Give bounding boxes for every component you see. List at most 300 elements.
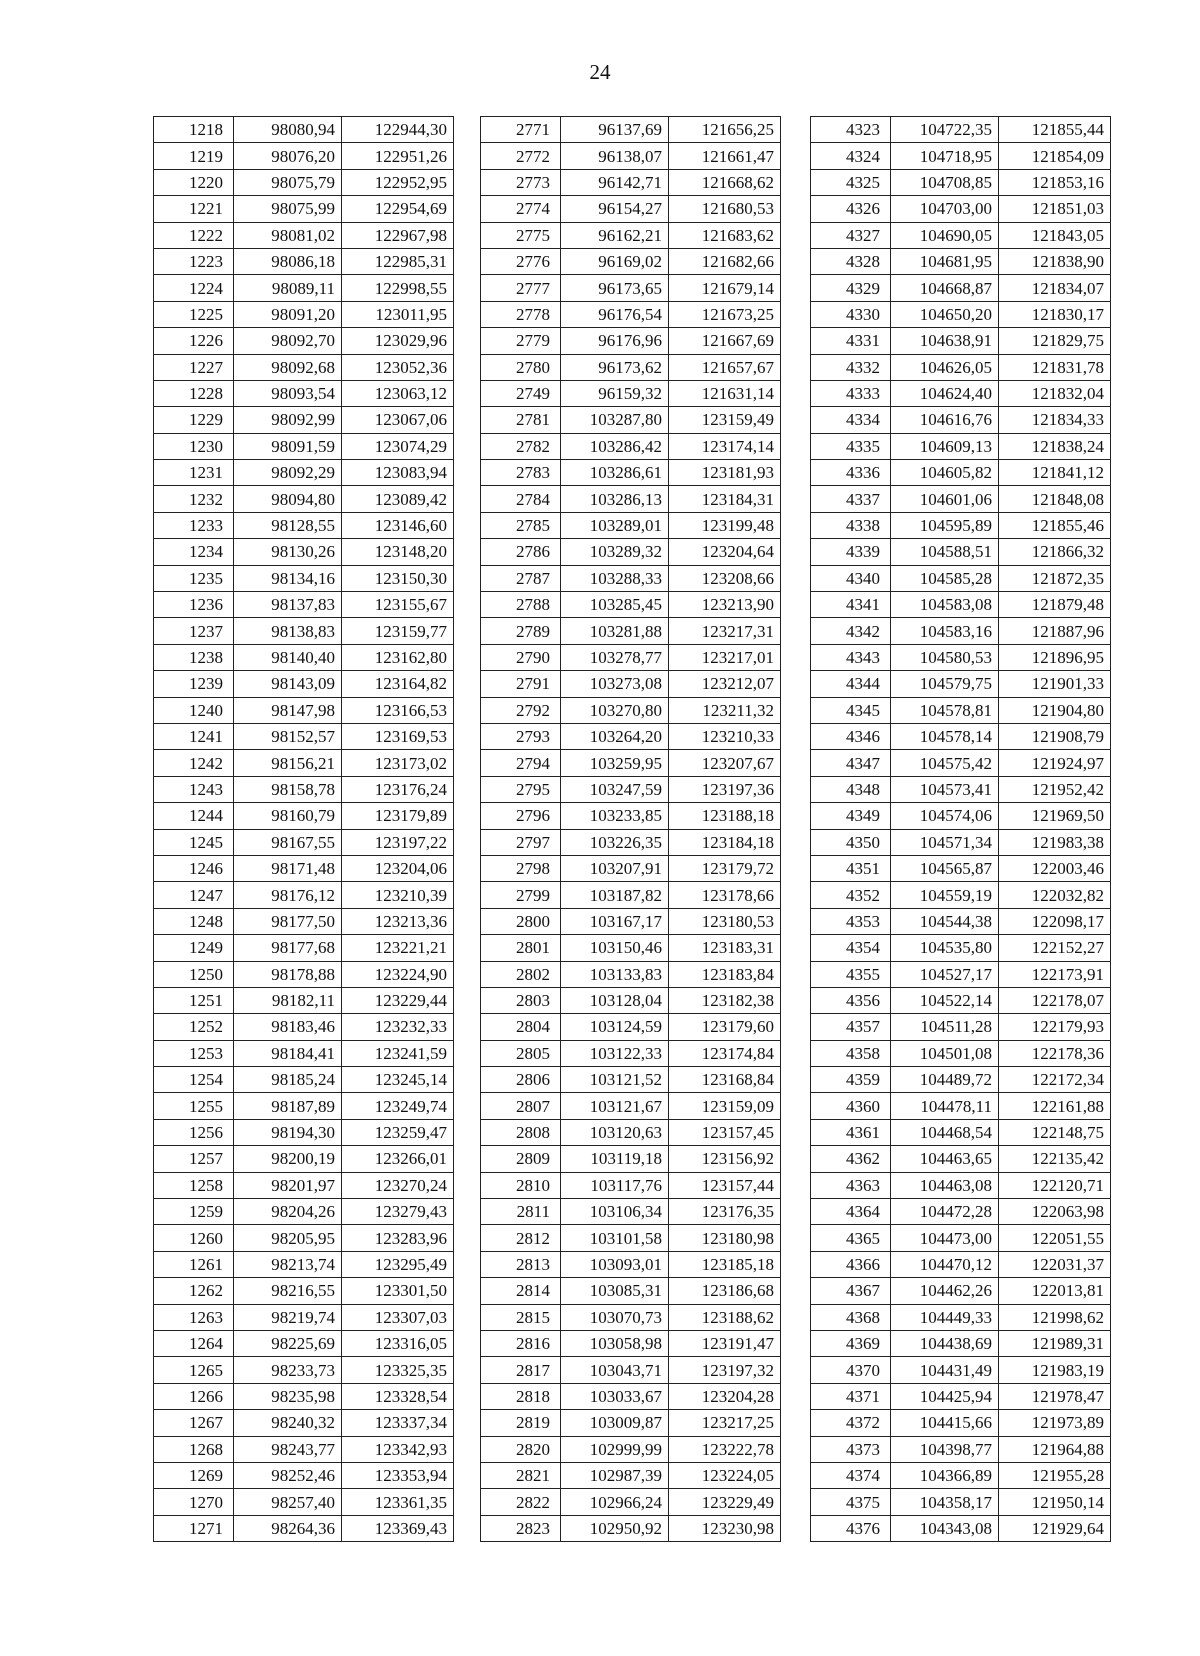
table-row xyxy=(481,1278,781,1304)
x-coordinate-cell: 104438,69 xyxy=(891,1330,999,1356)
x-coordinate-cell: 103288,33 xyxy=(561,565,669,591)
table-row xyxy=(811,644,1111,670)
table-row xyxy=(481,671,781,697)
y-coordinate-cell: 123204,06 xyxy=(342,855,454,881)
table-row xyxy=(481,460,781,486)
table-row xyxy=(154,380,454,406)
y-coordinate-cell: 122951,26 xyxy=(342,143,454,169)
point-number-cell: 2815 xyxy=(481,1304,561,1330)
x-coordinate-cell: 103167,17 xyxy=(561,908,669,934)
table-row xyxy=(811,1093,1111,1119)
point-number-cell: 4362 xyxy=(811,1146,891,1172)
point-number-cell: 1260 xyxy=(154,1225,234,1251)
y-coordinate-cell: 123174,84 xyxy=(669,1040,781,1066)
point-number-cell: 4361 xyxy=(811,1119,891,1145)
point-number-cell: 1245 xyxy=(154,829,234,855)
y-coordinate-cell: 123197,32 xyxy=(669,1357,781,1383)
x-coordinate-cell: 103085,31 xyxy=(561,1278,669,1304)
x-coordinate-cell: 98235,98 xyxy=(234,1383,342,1409)
table-row xyxy=(154,1093,454,1119)
table-row xyxy=(811,354,1111,380)
x-coordinate-cell: 98091,20 xyxy=(234,301,342,327)
y-coordinate-cell: 121631,14 xyxy=(669,380,781,406)
y-coordinate-cell: 123188,18 xyxy=(669,803,781,829)
y-coordinate-cell: 121955,28 xyxy=(999,1462,1111,1488)
table-row xyxy=(154,354,454,380)
table-row xyxy=(481,1251,781,1277)
point-number-cell: 2806 xyxy=(481,1067,561,1093)
x-coordinate-cell: 103121,52 xyxy=(561,1067,669,1093)
point-number-cell: 4349 xyxy=(811,803,891,829)
x-coordinate-cell: 104511,28 xyxy=(891,1014,999,1040)
y-coordinate-cell: 121989,31 xyxy=(999,1330,1111,1356)
x-coordinate-cell: 103121,67 xyxy=(561,1093,669,1119)
x-coordinate-cell: 104398,77 xyxy=(891,1436,999,1462)
y-coordinate-cell: 123185,18 xyxy=(669,1251,781,1277)
y-coordinate-cell: 123199,48 xyxy=(669,512,781,538)
table-row xyxy=(481,486,781,512)
point-number-cell: 1250 xyxy=(154,961,234,987)
y-coordinate-cell: 121854,09 xyxy=(999,143,1111,169)
table-row xyxy=(481,1014,781,1040)
table-row xyxy=(154,275,454,301)
y-coordinate-cell: 121983,19 xyxy=(999,1357,1111,1383)
x-coordinate-cell: 104472,28 xyxy=(891,1199,999,1225)
y-coordinate-cell: 123174,14 xyxy=(669,433,781,459)
point-number-cell: 1270 xyxy=(154,1489,234,1515)
x-coordinate-cell: 104583,16 xyxy=(891,618,999,644)
point-number-cell: 4358 xyxy=(811,1040,891,1066)
y-coordinate-cell: 123191,47 xyxy=(669,1330,781,1356)
x-coordinate-cell: 98194,30 xyxy=(234,1119,342,1145)
x-coordinate-cell: 104358,17 xyxy=(891,1489,999,1515)
x-coordinate-cell: 98240,32 xyxy=(234,1410,342,1436)
coordinate-table-3 xyxy=(810,116,1111,1542)
x-coordinate-cell: 98138,83 xyxy=(234,618,342,644)
x-coordinate-cell: 103285,45 xyxy=(561,592,669,618)
x-coordinate-cell: 98147,98 xyxy=(234,697,342,723)
table-row xyxy=(154,592,454,618)
x-coordinate-cell: 104609,13 xyxy=(891,433,999,459)
x-coordinate-cell: 103289,01 xyxy=(561,512,669,538)
table-row xyxy=(481,1383,781,1409)
table-row xyxy=(811,460,1111,486)
x-coordinate-cell: 104585,28 xyxy=(891,565,999,591)
point-number-cell: 2816 xyxy=(481,1330,561,1356)
table-row xyxy=(811,750,1111,776)
table-row xyxy=(811,301,1111,327)
point-number-cell: 2798 xyxy=(481,855,561,881)
point-number-cell: 2810 xyxy=(481,1172,561,1198)
point-number-cell: 1255 xyxy=(154,1093,234,1119)
y-coordinate-cell: 123052,36 xyxy=(342,354,454,380)
table-row xyxy=(811,671,1111,697)
x-coordinate-cell: 104501,08 xyxy=(891,1040,999,1066)
x-coordinate-cell: 103101,58 xyxy=(561,1225,669,1251)
point-number-cell: 2819 xyxy=(481,1410,561,1436)
y-coordinate-cell: 123230,98 xyxy=(669,1515,781,1541)
x-coordinate-cell: 96137,69 xyxy=(561,117,669,143)
y-coordinate-cell: 122172,34 xyxy=(999,1067,1111,1093)
point-number-cell: 2823 xyxy=(481,1515,561,1541)
point-number-cell: 2807 xyxy=(481,1093,561,1119)
y-coordinate-cell: 121908,79 xyxy=(999,723,1111,749)
table-row xyxy=(481,697,781,723)
point-number-cell: 4341 xyxy=(811,592,891,618)
point-number-cell: 2783 xyxy=(481,460,561,486)
y-coordinate-cell: 123217,25 xyxy=(669,1410,781,1436)
y-coordinate-cell: 121830,17 xyxy=(999,301,1111,327)
x-coordinate-cell: 103264,20 xyxy=(561,723,669,749)
x-coordinate-cell: 98080,94 xyxy=(234,117,342,143)
point-number-cell: 1256 xyxy=(154,1119,234,1145)
point-number-cell: 4342 xyxy=(811,618,891,644)
point-number-cell: 2773 xyxy=(481,169,561,195)
table-row xyxy=(154,1199,454,1225)
x-coordinate-cell: 104578,81 xyxy=(891,697,999,723)
y-coordinate-cell: 123204,28 xyxy=(669,1383,781,1409)
point-number-cell: 2802 xyxy=(481,961,561,987)
x-coordinate-cell: 104575,42 xyxy=(891,750,999,776)
y-coordinate-cell: 123159,09 xyxy=(669,1093,781,1119)
x-coordinate-cell: 104473,00 xyxy=(891,1225,999,1251)
point-number-cell: 1227 xyxy=(154,354,234,380)
table-row xyxy=(481,222,781,248)
y-coordinate-cell: 123179,89 xyxy=(342,803,454,829)
x-coordinate-cell: 103187,82 xyxy=(561,882,669,908)
point-number-cell: 1236 xyxy=(154,592,234,618)
table-row xyxy=(154,1014,454,1040)
y-coordinate-cell: 122944,30 xyxy=(342,117,454,143)
x-coordinate-cell: 103270,80 xyxy=(561,697,669,723)
point-number-cell: 2818 xyxy=(481,1383,561,1409)
point-number-cell: 1218 xyxy=(154,117,234,143)
point-number-cell: 4347 xyxy=(811,750,891,776)
table-row xyxy=(154,723,454,749)
x-coordinate-cell: 104489,72 xyxy=(891,1067,999,1093)
x-coordinate-cell: 104624,40 xyxy=(891,380,999,406)
x-coordinate-cell: 104449,33 xyxy=(891,1304,999,1330)
y-coordinate-cell: 123232,33 xyxy=(342,1014,454,1040)
y-coordinate-cell: 123188,62 xyxy=(669,1304,781,1330)
point-number-cell: 2788 xyxy=(481,592,561,618)
table-row xyxy=(154,248,454,274)
point-number-cell: 1241 xyxy=(154,723,234,749)
x-coordinate-cell: 104708,85 xyxy=(891,169,999,195)
table-row xyxy=(481,1462,781,1488)
point-number-cell: 1252 xyxy=(154,1014,234,1040)
y-coordinate-cell: 122178,07 xyxy=(999,987,1111,1013)
point-number-cell: 4325 xyxy=(811,169,891,195)
y-coordinate-cell: 123183,31 xyxy=(669,935,781,961)
y-coordinate-cell: 123063,12 xyxy=(342,380,454,406)
table-row xyxy=(481,328,781,354)
table-row xyxy=(154,1067,454,1093)
y-coordinate-cell: 121952,42 xyxy=(999,776,1111,802)
x-coordinate-cell: 102999,99 xyxy=(561,1436,669,1462)
table-row xyxy=(811,565,1111,591)
y-coordinate-cell: 123166,53 xyxy=(342,697,454,723)
table-row xyxy=(481,1146,781,1172)
x-coordinate-cell: 98177,68 xyxy=(234,935,342,961)
x-coordinate-cell: 98092,68 xyxy=(234,354,342,380)
x-coordinate-cell: 98140,40 xyxy=(234,644,342,670)
y-coordinate-cell: 121834,33 xyxy=(999,407,1111,433)
y-coordinate-cell: 123342,93 xyxy=(342,1436,454,1462)
point-number-cell: 4356 xyxy=(811,987,891,1013)
y-coordinate-cell: 121683,62 xyxy=(669,222,781,248)
y-coordinate-cell: 123159,77 xyxy=(342,618,454,644)
point-number-cell: 1229 xyxy=(154,407,234,433)
table-row xyxy=(154,961,454,987)
y-coordinate-cell: 123183,84 xyxy=(669,961,781,987)
y-coordinate-cell: 121964,88 xyxy=(999,1436,1111,1462)
x-coordinate-cell: 98158,78 xyxy=(234,776,342,802)
y-coordinate-cell: 122998,55 xyxy=(342,275,454,301)
y-coordinate-cell: 123169,53 xyxy=(342,723,454,749)
table-row xyxy=(481,565,781,591)
y-coordinate-cell: 123266,01 xyxy=(342,1146,454,1172)
x-coordinate-cell: 98076,20 xyxy=(234,143,342,169)
x-coordinate-cell: 98219,74 xyxy=(234,1304,342,1330)
table-row xyxy=(154,565,454,591)
x-coordinate-cell: 98075,79 xyxy=(234,169,342,195)
y-coordinate-cell: 123224,90 xyxy=(342,961,454,987)
y-coordinate-cell: 123259,47 xyxy=(342,1119,454,1145)
point-number-cell: 1242 xyxy=(154,750,234,776)
y-coordinate-cell: 123179,72 xyxy=(669,855,781,881)
table-row xyxy=(154,644,454,670)
x-coordinate-cell: 98075,99 xyxy=(234,196,342,222)
table-row xyxy=(811,1489,1111,1515)
x-coordinate-cell: 96176,54 xyxy=(561,301,669,327)
y-coordinate-cell: 121872,35 xyxy=(999,565,1111,591)
y-coordinate-cell: 123176,24 xyxy=(342,776,454,802)
point-number-cell: 2812 xyxy=(481,1225,561,1251)
x-coordinate-cell: 104559,19 xyxy=(891,882,999,908)
coordinate-table-1 xyxy=(153,116,454,1542)
point-number-cell: 2771 xyxy=(481,117,561,143)
y-coordinate-cell: 122031,37 xyxy=(999,1251,1111,1277)
x-coordinate-cell: 104650,20 xyxy=(891,301,999,327)
x-coordinate-cell: 98081,02 xyxy=(234,222,342,248)
point-number-cell: 4330 xyxy=(811,301,891,327)
point-number-cell: 2801 xyxy=(481,935,561,961)
x-coordinate-cell: 98204,26 xyxy=(234,1199,342,1225)
point-number-cell: 1232 xyxy=(154,486,234,512)
point-number-cell: 4367 xyxy=(811,1278,891,1304)
point-number-cell: 4371 xyxy=(811,1383,891,1409)
point-number-cell: 1271 xyxy=(154,1515,234,1541)
table-row xyxy=(811,1014,1111,1040)
x-coordinate-cell: 103287,80 xyxy=(561,407,669,433)
x-coordinate-cell: 103117,76 xyxy=(561,1172,669,1198)
x-coordinate-cell: 103133,83 xyxy=(561,961,669,987)
table-row xyxy=(481,1172,781,1198)
table-row xyxy=(154,328,454,354)
point-number-cell: 1251 xyxy=(154,987,234,1013)
point-number-cell: 4368 xyxy=(811,1304,891,1330)
table-row xyxy=(481,1067,781,1093)
x-coordinate-cell: 104703,00 xyxy=(891,196,999,222)
table-row xyxy=(154,1172,454,1198)
point-number-cell: 2779 xyxy=(481,328,561,354)
x-coordinate-cell: 104583,08 xyxy=(891,592,999,618)
x-coordinate-cell: 104544,38 xyxy=(891,908,999,934)
point-number-cell: 1222 xyxy=(154,222,234,248)
y-coordinate-cell: 121831,78 xyxy=(999,354,1111,380)
table-row xyxy=(811,987,1111,1013)
table-row xyxy=(154,882,454,908)
y-coordinate-cell: 122954,69 xyxy=(342,196,454,222)
table-row xyxy=(811,1330,1111,1356)
table-row xyxy=(811,433,1111,459)
y-coordinate-cell: 122063,98 xyxy=(999,1199,1111,1225)
table-row xyxy=(811,486,1111,512)
table-row xyxy=(154,829,454,855)
x-coordinate-cell: 98182,11 xyxy=(234,987,342,1013)
table-row xyxy=(811,539,1111,565)
table-row xyxy=(811,169,1111,195)
table-row xyxy=(154,486,454,512)
y-coordinate-cell: 121838,24 xyxy=(999,433,1111,459)
x-coordinate-cell: 104681,95 xyxy=(891,248,999,274)
table-row xyxy=(481,354,781,380)
y-coordinate-cell: 123208,66 xyxy=(669,565,781,591)
table-row xyxy=(811,328,1111,354)
y-coordinate-cell: 121834,07 xyxy=(999,275,1111,301)
table-row xyxy=(481,1436,781,1462)
point-number-cell: 4323 xyxy=(811,117,891,143)
table-row xyxy=(481,169,781,195)
y-coordinate-cell: 122967,98 xyxy=(342,222,454,248)
table-row xyxy=(481,1330,781,1356)
table-row xyxy=(811,1199,1111,1225)
x-coordinate-cell: 98160,79 xyxy=(234,803,342,829)
x-coordinate-cell: 103259,95 xyxy=(561,750,669,776)
point-number-cell: 2811 xyxy=(481,1199,561,1225)
x-coordinate-cell: 102987,39 xyxy=(561,1462,669,1488)
y-coordinate-cell: 122098,17 xyxy=(999,908,1111,934)
table-row xyxy=(154,1040,454,1066)
y-coordinate-cell: 123337,34 xyxy=(342,1410,454,1436)
point-number-cell: 4359 xyxy=(811,1067,891,1093)
x-coordinate-cell: 104588,51 xyxy=(891,539,999,565)
x-coordinate-cell: 103070,73 xyxy=(561,1304,669,1330)
y-coordinate-cell: 123150,30 xyxy=(342,565,454,591)
y-coordinate-cell: 122952,95 xyxy=(342,169,454,195)
y-coordinate-cell: 121841,12 xyxy=(999,460,1111,486)
point-number-cell: 1262 xyxy=(154,1278,234,1304)
point-number-cell: 4340 xyxy=(811,565,891,591)
point-number-cell: 2821 xyxy=(481,1462,561,1488)
table-row xyxy=(154,433,454,459)
x-coordinate-cell: 104478,11 xyxy=(891,1093,999,1119)
x-coordinate-cell: 98264,36 xyxy=(234,1515,342,1541)
y-coordinate-cell: 122152,27 xyxy=(999,935,1111,961)
point-number-cell: 2789 xyxy=(481,618,561,644)
y-coordinate-cell: 123156,92 xyxy=(669,1146,781,1172)
point-number-cell: 2775 xyxy=(481,222,561,248)
x-coordinate-cell: 98243,77 xyxy=(234,1436,342,1462)
point-number-cell: 1247 xyxy=(154,882,234,908)
table-row xyxy=(154,1304,454,1330)
y-coordinate-cell: 123316,05 xyxy=(342,1330,454,1356)
y-coordinate-cell: 123213,90 xyxy=(669,592,781,618)
x-coordinate-cell: 96159,32 xyxy=(561,380,669,406)
table-row xyxy=(154,671,454,697)
point-number-cell: 4366 xyxy=(811,1251,891,1277)
table-row xyxy=(154,935,454,961)
x-coordinate-cell: 104522,14 xyxy=(891,987,999,1013)
point-number-cell: 2814 xyxy=(481,1278,561,1304)
y-coordinate-cell: 122173,91 xyxy=(999,961,1111,987)
point-number-cell: 4354 xyxy=(811,935,891,961)
point-number-cell: 4376 xyxy=(811,1515,891,1541)
point-number-cell: 2781 xyxy=(481,407,561,433)
y-coordinate-cell: 123148,20 xyxy=(342,539,454,565)
point-number-cell: 1238 xyxy=(154,644,234,670)
y-coordinate-cell: 123197,22 xyxy=(342,829,454,855)
y-coordinate-cell: 123184,31 xyxy=(669,486,781,512)
table-row xyxy=(481,803,781,829)
y-coordinate-cell: 123222,78 xyxy=(669,1436,781,1462)
y-coordinate-cell: 122179,93 xyxy=(999,1014,1111,1040)
table-row xyxy=(481,117,781,143)
table-row xyxy=(154,1410,454,1436)
table-row xyxy=(154,803,454,829)
table-row xyxy=(811,1172,1111,1198)
point-number-cell: 4363 xyxy=(811,1172,891,1198)
point-number-cell: 2803 xyxy=(481,987,561,1013)
point-number-cell: 4370 xyxy=(811,1357,891,1383)
x-coordinate-cell: 104462,26 xyxy=(891,1278,999,1304)
table-row xyxy=(154,618,454,644)
point-number-cell: 1265 xyxy=(154,1357,234,1383)
x-coordinate-cell: 98252,46 xyxy=(234,1462,342,1488)
point-number-cell: 1258 xyxy=(154,1172,234,1198)
point-number-cell: 4360 xyxy=(811,1093,891,1119)
point-number-cell: 1248 xyxy=(154,908,234,934)
x-coordinate-cell: 96138,07 xyxy=(561,143,669,169)
x-coordinate-cell: 104718,95 xyxy=(891,143,999,169)
point-number-cell: 2799 xyxy=(481,882,561,908)
x-coordinate-cell: 98092,70 xyxy=(234,328,342,354)
point-number-cell: 1267 xyxy=(154,1410,234,1436)
table-row xyxy=(811,1436,1111,1462)
table-row xyxy=(481,1410,781,1436)
point-number-cell: 4345 xyxy=(811,697,891,723)
y-coordinate-cell: 121866,32 xyxy=(999,539,1111,565)
point-number-cell: 2797 xyxy=(481,829,561,855)
x-coordinate-cell: 104595,89 xyxy=(891,512,999,538)
point-number-cell: 4355 xyxy=(811,961,891,987)
point-number-cell: 2777 xyxy=(481,275,561,301)
point-number-cell: 1259 xyxy=(154,1199,234,1225)
y-coordinate-cell: 122148,75 xyxy=(999,1119,1111,1145)
x-coordinate-cell: 104690,05 xyxy=(891,222,999,248)
point-number-cell: 2784 xyxy=(481,486,561,512)
table-row xyxy=(811,908,1111,934)
table-row xyxy=(481,380,781,406)
table-row xyxy=(481,882,781,908)
point-number-cell: 2817 xyxy=(481,1357,561,1383)
table-row xyxy=(811,1146,1111,1172)
page-number: 24 xyxy=(589,60,611,84)
x-coordinate-cell: 98171,48 xyxy=(234,855,342,881)
point-number-cell: 2820 xyxy=(481,1436,561,1462)
point-number-cell: 1246 xyxy=(154,855,234,881)
